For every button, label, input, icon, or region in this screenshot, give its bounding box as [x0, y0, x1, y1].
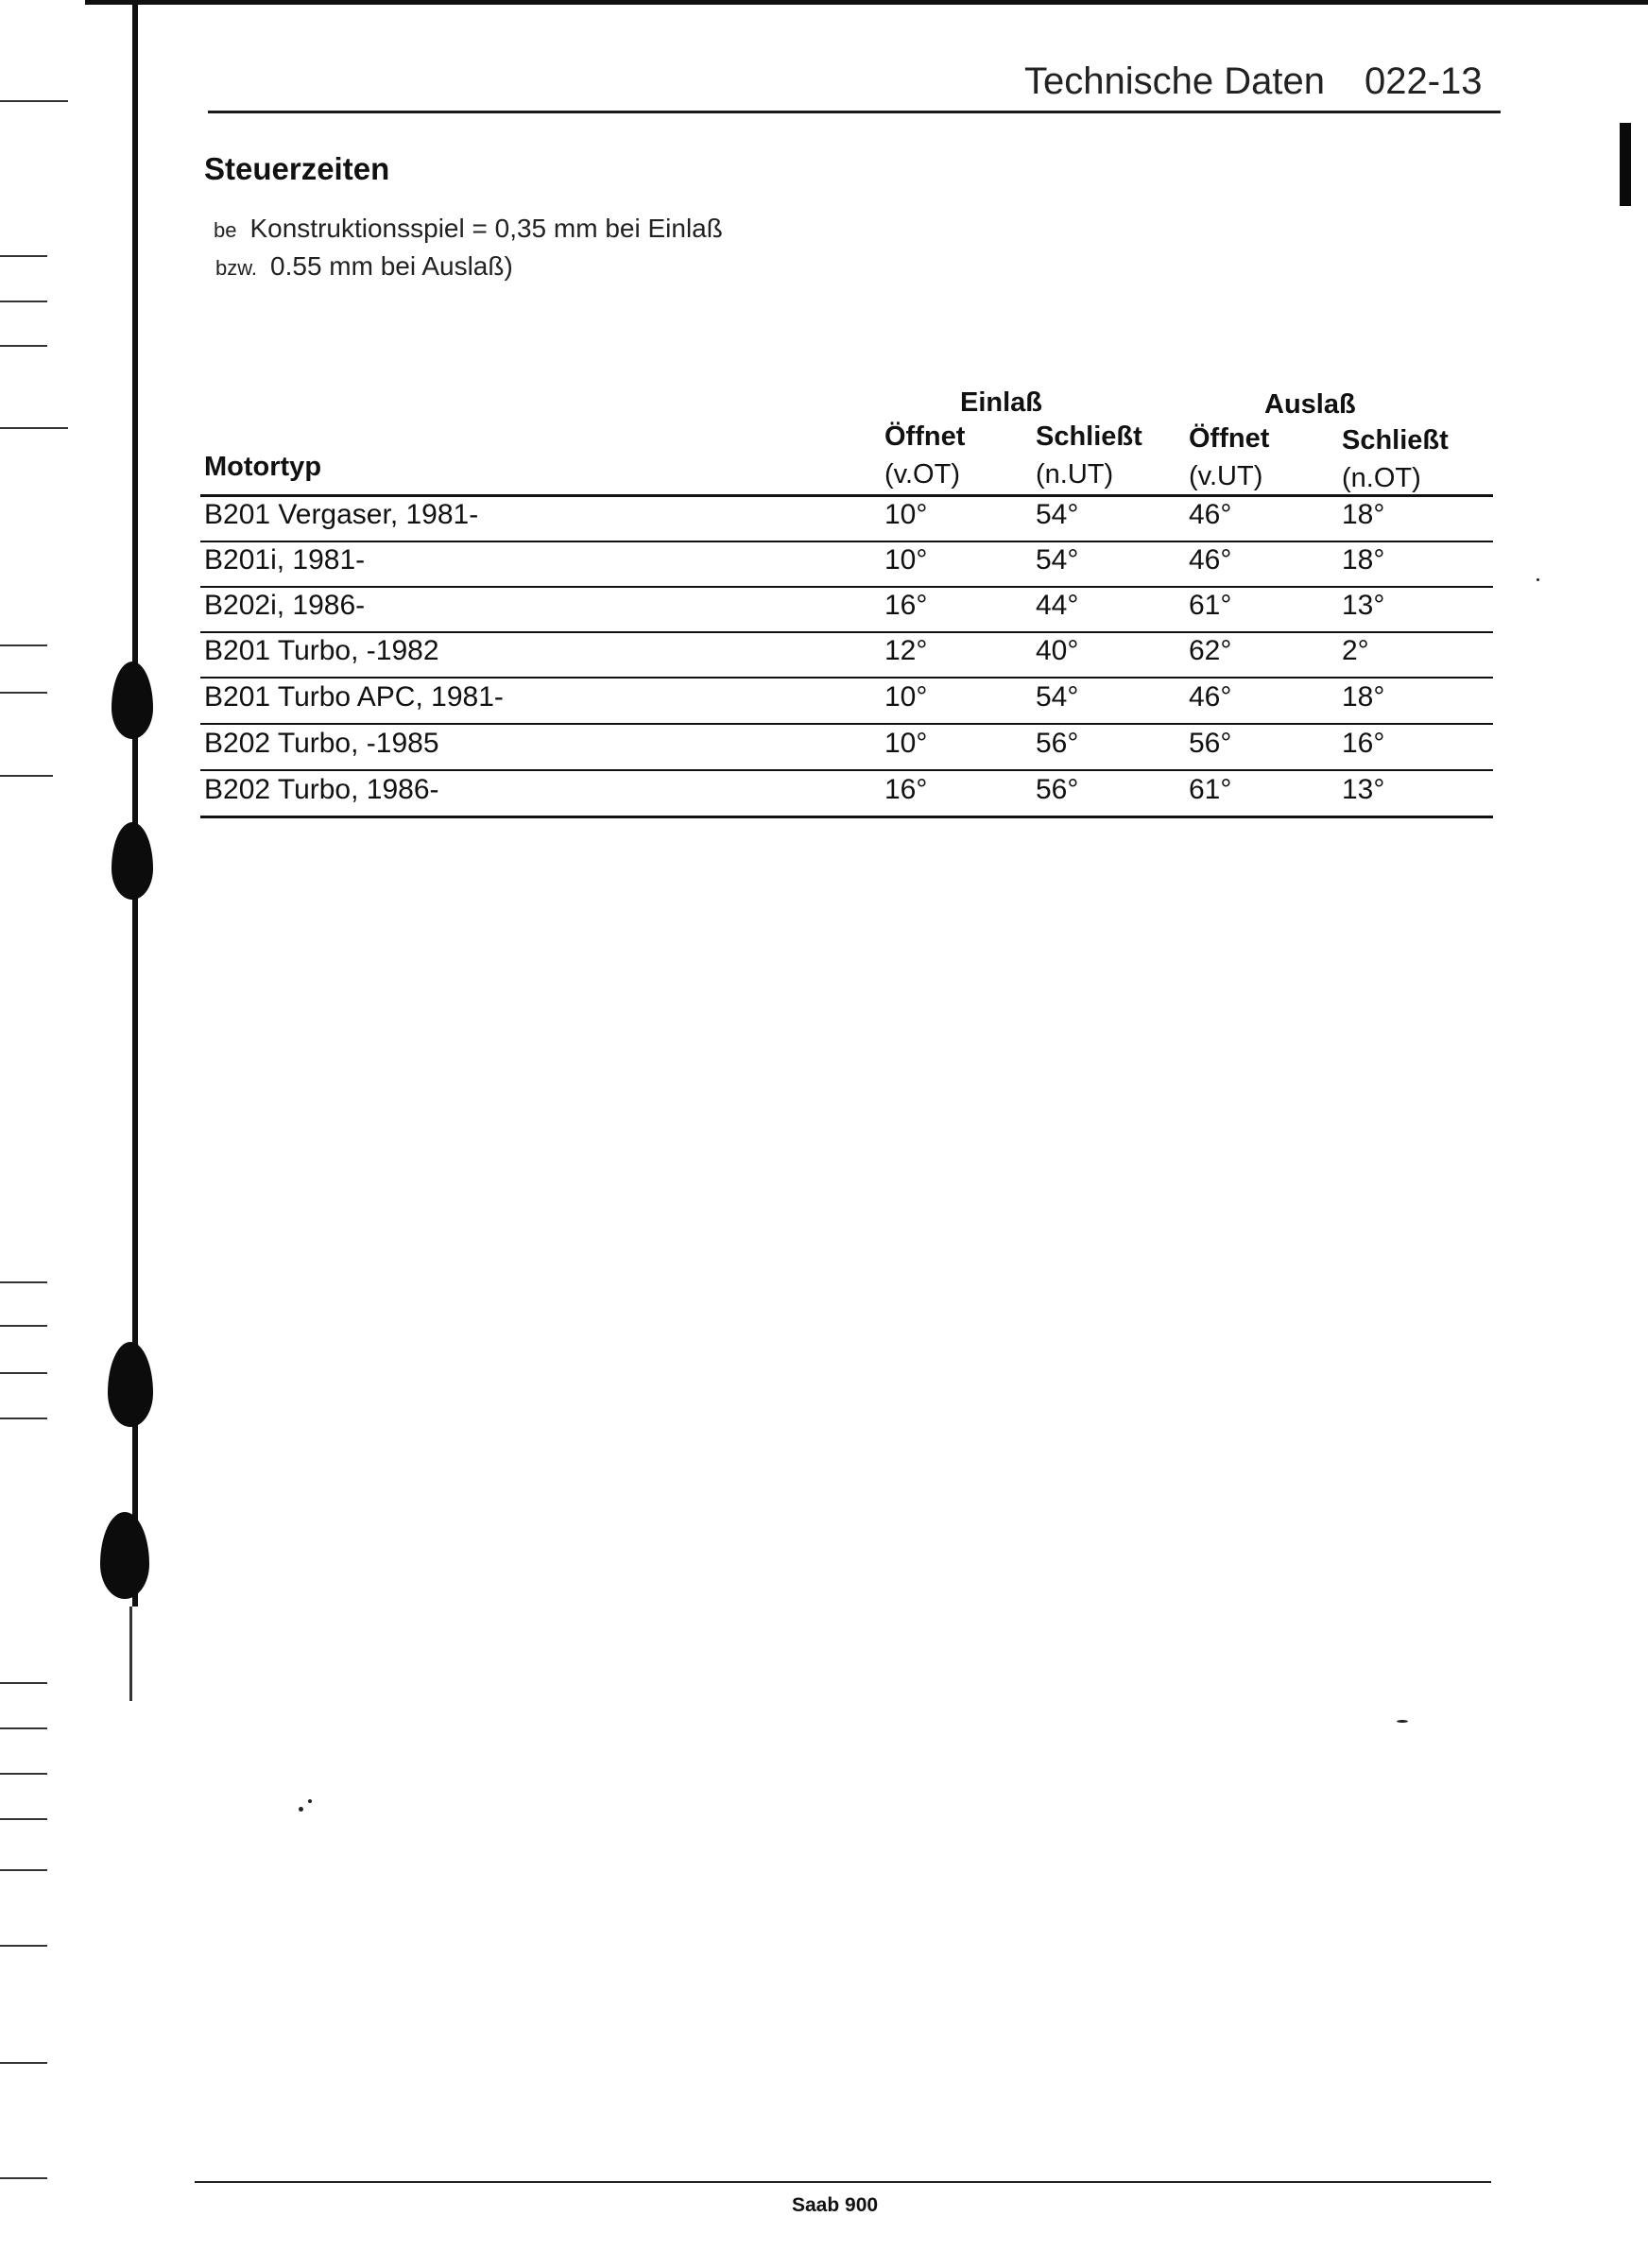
cell-c1: 12° — [884, 635, 928, 666]
margin-tick — [0, 692, 47, 694]
cell-c1: 10° — [884, 544, 928, 576]
margin-tick — [0, 1418, 47, 1419]
cell-c4: 18° — [1342, 681, 1385, 713]
column-header-c1: Öffnet — [884, 421, 966, 452]
note-line — [215, 251, 513, 282]
cell-c3: 46° — [1189, 544, 1232, 576]
scan-speck — [1397, 1720, 1408, 1723]
column-unit-c1: (v.OT) — [884, 459, 960, 490]
margin-tick — [0, 255, 47, 257]
cell-c3: 46° — [1189, 499, 1232, 530]
punch-hole — [112, 822, 153, 900]
cell-c1: 16° — [884, 590, 928, 621]
margin-tick — [0, 1281, 47, 1283]
margin-tick — [0, 1945, 47, 1947]
punch-hole — [108, 1342, 153, 1427]
margin-tick — [0, 1818, 47, 1820]
margin-tick — [0, 1773, 47, 1775]
row-rule — [200, 769, 1493, 771]
cell-c2: 40° — [1036, 635, 1079, 666]
cell-c2: 54° — [1036, 499, 1079, 530]
cell-c1: 16° — [884, 774, 928, 805]
note-text: 0.55 mm bei Auslaß) — [270, 251, 513, 281]
header-rule — [208, 111, 1501, 113]
punch-hole — [112, 662, 153, 739]
margin-tick — [0, 644, 47, 646]
note-text: Konstruktionsspiel = 0,35 mm bei Einlaß — [249, 214, 723, 243]
margin-tick — [0, 301, 47, 302]
row-rule — [200, 631, 1493, 633]
column-header-c2: Schließt — [1036, 421, 1142, 452]
scan-speck — [308, 1799, 312, 1803]
cell-c3: 46° — [1189, 681, 1232, 713]
margin-tick — [0, 1372, 47, 1374]
column-unit-c3: (v.UT) — [1189, 461, 1263, 491]
binding-strip-tail — [129, 1606, 132, 1701]
scan-top-edge — [85, 0, 1648, 5]
column-header-c3: Öffnet — [1189, 423, 1270, 454]
row-rule — [200, 723, 1493, 725]
cell-c3: 62° — [1189, 635, 1232, 666]
group-header-intake: Einlaß — [960, 387, 1043, 418]
margin-tick — [0, 2177, 47, 2179]
cell-c4: 18° — [1342, 544, 1385, 576]
cell-c2: 56° — [1036, 774, 1079, 805]
margin-tick — [0, 100, 68, 102]
cell-motor: B201 Vergaser, 1981- — [204, 499, 479, 530]
cell-motor: B202 Turbo, 1986- — [204, 774, 439, 805]
column-unit-c4: (n.OT) — [1342, 463, 1421, 493]
cell-c2: 54° — [1036, 544, 1079, 576]
cell-c3: 61° — [1189, 590, 1232, 621]
cell-c2: 56° — [1036, 728, 1079, 759]
cell-c4: 13° — [1342, 774, 1385, 805]
cell-c1: 10° — [884, 681, 928, 713]
cell-c3: 61° — [1189, 774, 1232, 805]
note-mark: bzw. — [215, 256, 258, 280]
scan-speck — [299, 1807, 303, 1812]
cell-c2: 54° — [1036, 681, 1079, 713]
header-page-number: 022-13 — [1365, 60, 1483, 102]
cell-c4: 16° — [1342, 728, 1385, 759]
margin-tick — [0, 1325, 47, 1327]
margin-tick — [0, 1682, 47, 1684]
punch-hole — [100, 1512, 149, 1599]
column-unit-c2: (n.UT) — [1036, 459, 1114, 490]
row-rule — [200, 541, 1493, 542]
row-rule — [200, 816, 1493, 818]
margin-tick — [0, 1869, 47, 1871]
scan-speck — [1536, 578, 1539, 581]
footer-rule — [195, 2181, 1491, 2183]
cell-c2: 44° — [1036, 590, 1079, 621]
section-title: Steuerzeiten — [204, 151, 390, 186]
row-rule — [200, 586, 1493, 588]
footer-label: Saab 900 — [792, 2194, 879, 2216]
note-line — [214, 214, 723, 244]
page-edge-mark — [1620, 123, 1631, 206]
cell-c1: 10° — [884, 728, 928, 759]
margin-tick — [0, 1727, 47, 1729]
cell-motor: B201i, 1981- — [204, 544, 366, 576]
cell-c4: 2° — [1342, 635, 1369, 666]
margin-tick — [0, 427, 68, 429]
row-rule — [200, 677, 1493, 679]
table-header-rule — [200, 494, 1493, 497]
margin-tick — [0, 775, 53, 777]
group-header-exhaust: Auslaß — [1264, 389, 1356, 420]
column-header-motor: Motortyp — [204, 452, 322, 482]
column-header-c4: Schließt — [1342, 425, 1449, 455]
note-mark: be — [214, 218, 237, 242]
cell-motor: B202 Turbo, -1985 — [204, 728, 439, 759]
cell-c1: 10° — [884, 499, 928, 530]
margin-tick — [0, 345, 47, 347]
header-title: Technische Daten — [1024, 60, 1325, 102]
cell-c3: 56° — [1189, 728, 1232, 759]
cell-motor: B201 Turbo, -1982 — [204, 635, 439, 666]
cell-motor: B202i, 1986- — [204, 590, 366, 621]
cell-motor: B201 Turbo APC, 1981- — [204, 681, 504, 713]
cell-c4: 18° — [1342, 499, 1385, 530]
margin-tick — [0, 2062, 47, 2064]
cell-c4: 13° — [1342, 590, 1385, 621]
